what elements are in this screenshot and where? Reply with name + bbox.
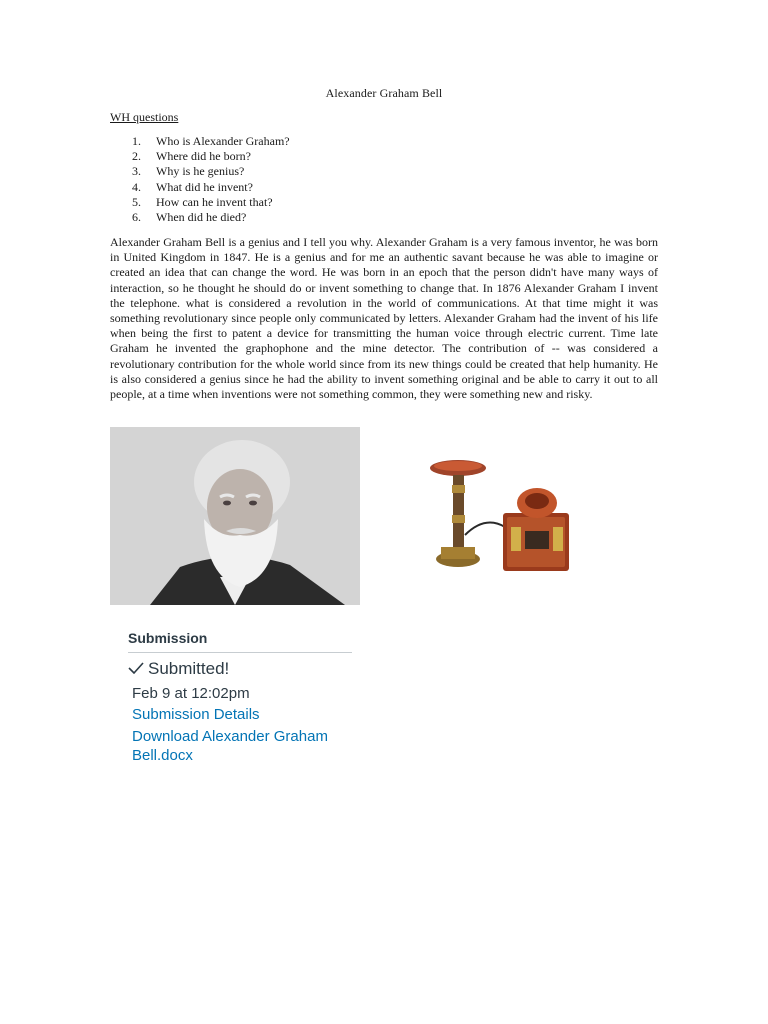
download-file-link[interactable]: Download Alexander Graham Bell.docx xyxy=(132,728,328,764)
document-title: Alexander Graham Bell xyxy=(325,86,443,100)
submission-panel xyxy=(128,620,352,765)
questions-list xyxy=(132,134,290,225)
portrait-photo xyxy=(110,427,360,605)
submission-heading: Submission xyxy=(128,620,352,653)
list-item xyxy=(132,210,290,225)
list-item xyxy=(132,195,290,210)
wh-questions-heading: WH questions xyxy=(110,110,179,124)
question-number: 1. xyxy=(132,134,141,148)
question-text: How can he invent that? xyxy=(156,194,273,209)
submission-status xyxy=(128,659,352,679)
question-number: 2. xyxy=(132,149,141,164)
question-number: 6. xyxy=(132,210,141,225)
list-item xyxy=(132,164,290,179)
telephone-image xyxy=(425,455,600,580)
question-number: 3. xyxy=(132,164,141,179)
question-text: Where did he born? xyxy=(156,149,251,164)
question-text: What did he invent? xyxy=(156,179,253,194)
list-item xyxy=(132,134,290,149)
submitted-label: Submitted! xyxy=(148,659,230,678)
list-item xyxy=(132,149,290,164)
submission-date: Feb 9 at 12:02pm xyxy=(132,685,250,702)
question-text: Why is he genius? xyxy=(156,164,245,179)
question-text: Who is Alexander Graham? xyxy=(156,134,290,148)
list-item xyxy=(132,180,290,195)
body-paragraph: Alexander Graham Bell is a genius and I tell you why. Alexander Graham is a very famous inventor, he was born in United Kingdom in 1847. He is a genius and for me an authentic savant because he was able to imagine or created an idea that can change the word. He was born in an epoch that the person didn't have many ways of interaction, so he thought he should do or invent something to change that. In 1876 Alexander Graham I invent the telephone. what is considered a revolution in the world of communications. At that time might it was something revolutionary since people only communicated by letters. Alexander Graham had the invent of his life when being the first to patent a device for transmitting the human voice through electric current. Time late Graham he invented the graphophone and the mine detector. The contribution of -- was considered a revolutionary contribution for the whole world since from its new things could be created that help humanity. He is also considered a genius since he had the ability to invent something original and be able to carry it out to all people, at a time when inventions were not something common, they were something new and risky. xyxy=(110,235,658,402)
question-number: 5. xyxy=(132,194,141,209)
question-number: 4. xyxy=(132,179,141,194)
submission-details-link[interactable]: Submission Details xyxy=(132,706,260,723)
checkmark-icon xyxy=(128,659,146,679)
question-text: When did he died? xyxy=(156,210,247,225)
